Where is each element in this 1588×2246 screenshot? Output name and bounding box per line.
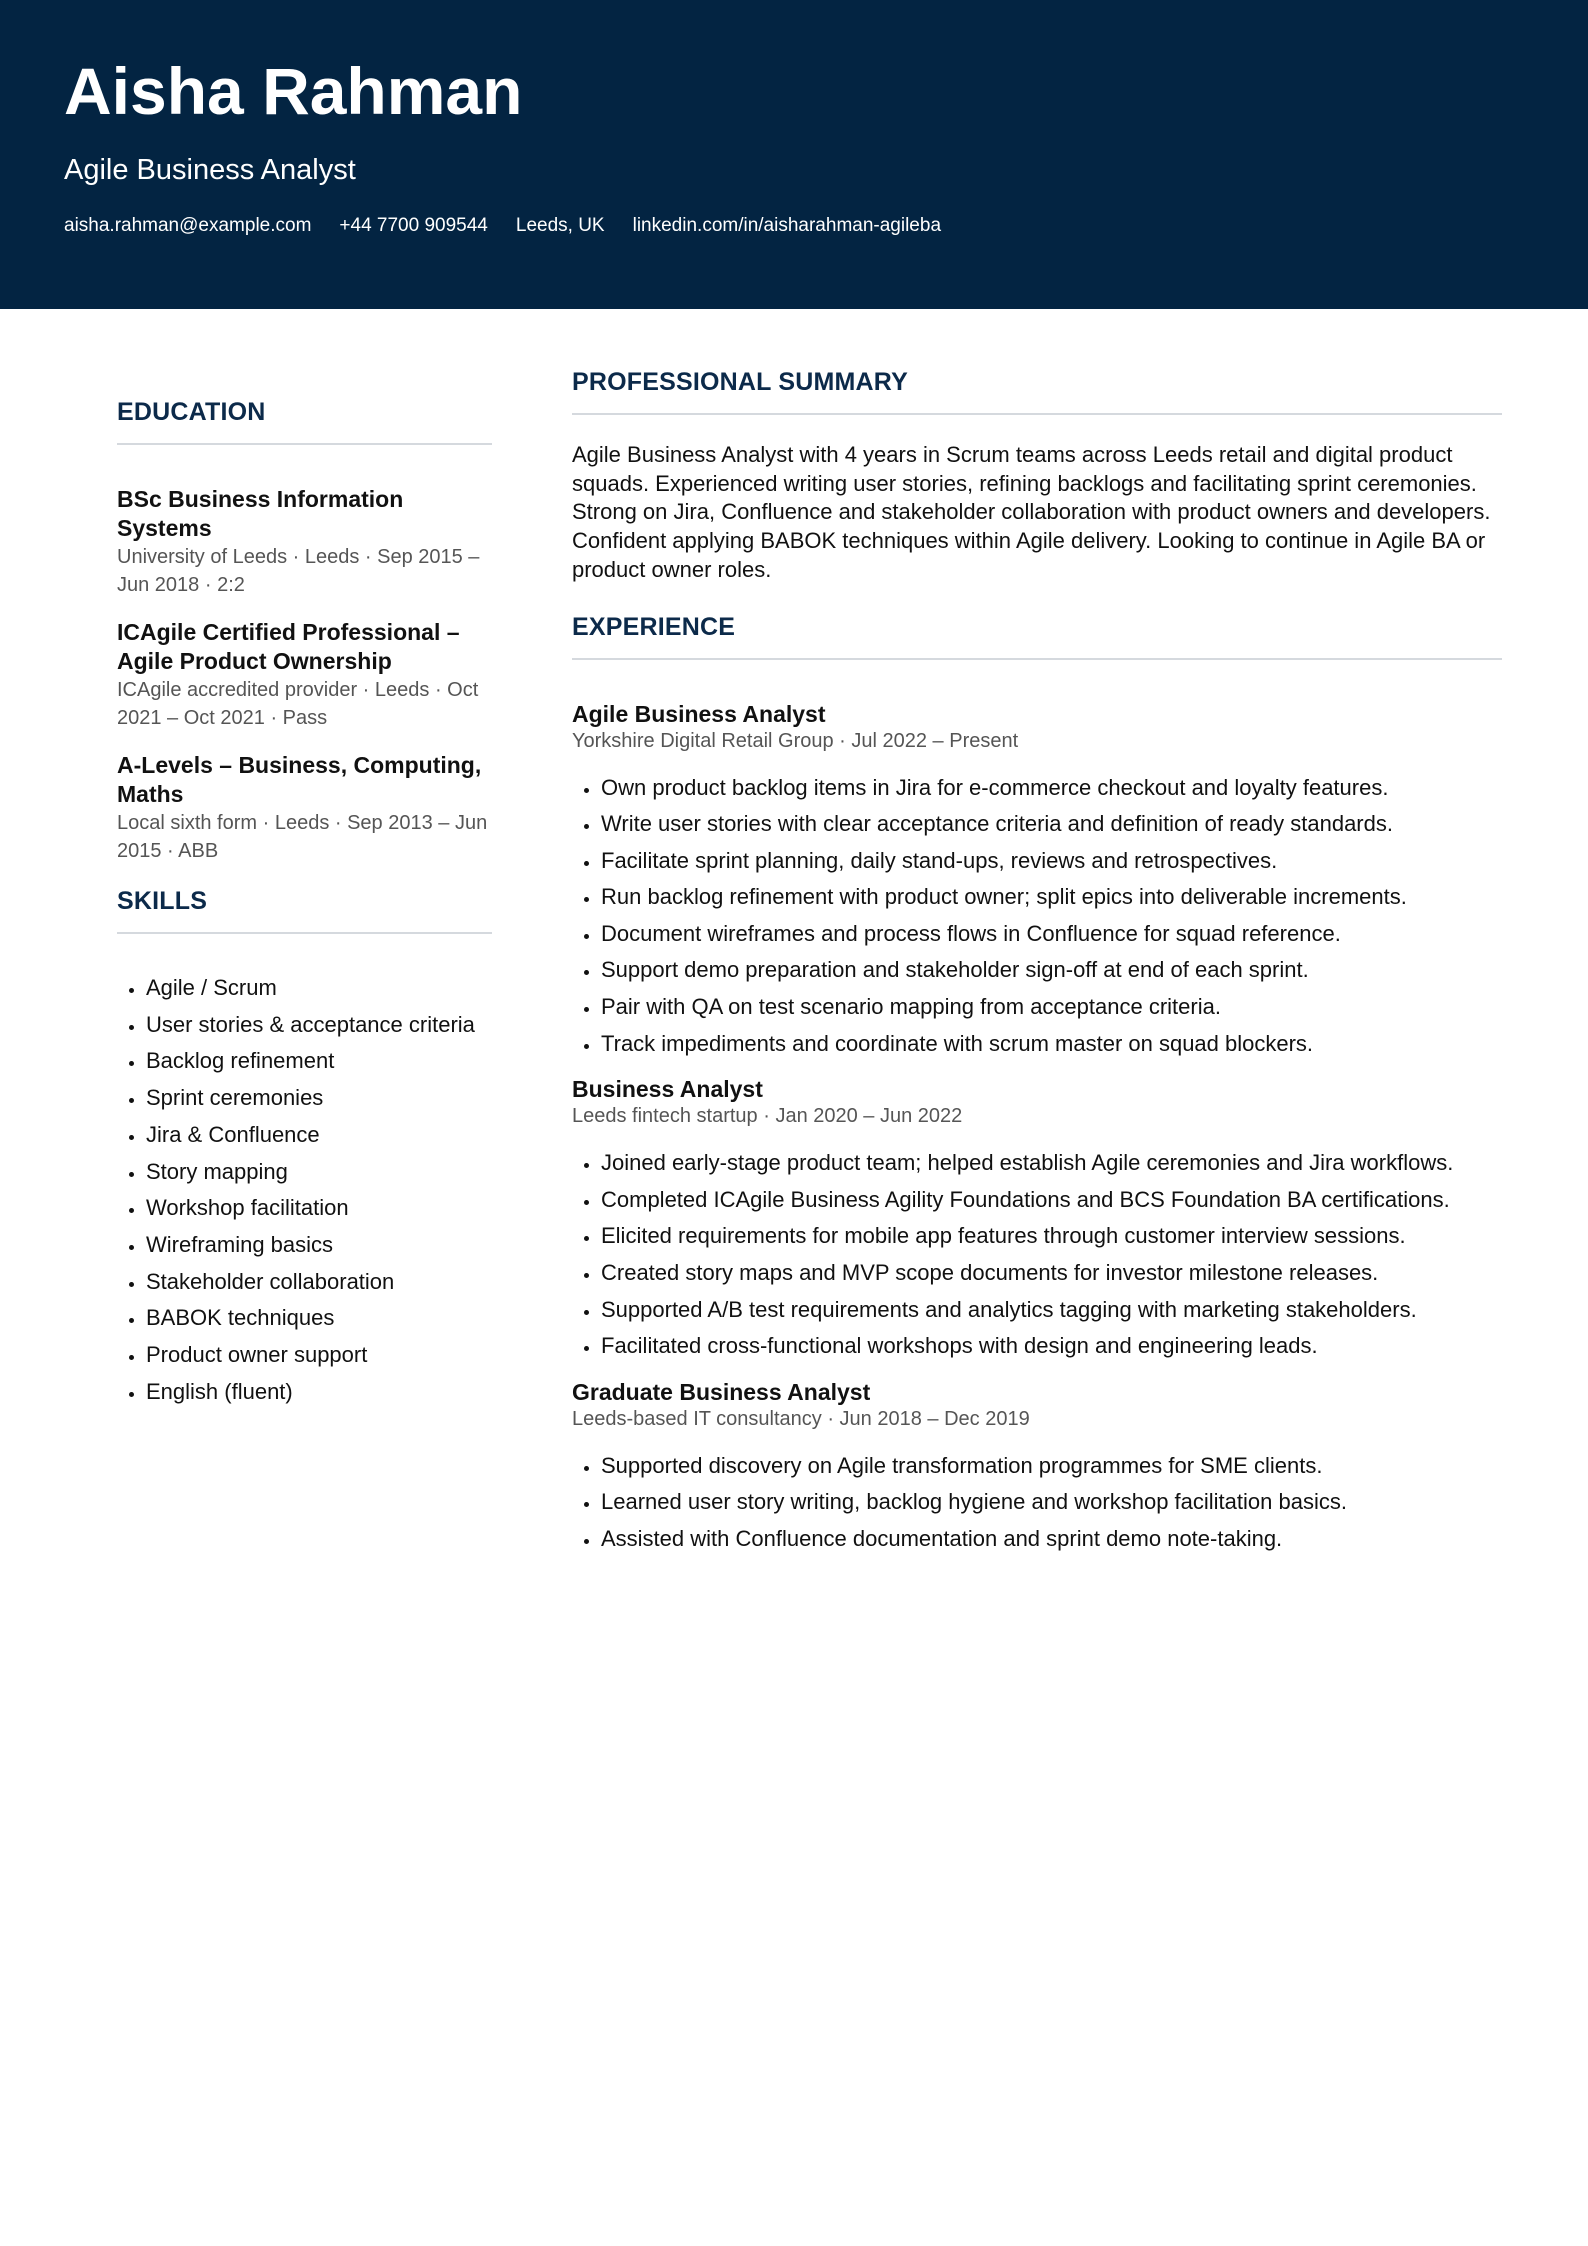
job-title: Graduate Business Analyst [572, 1378, 871, 1405]
skill-item: • Sprint ceremonies [146, 1080, 492, 1117]
contact-linkedin: linkedin.com/in/aisharahman-agileba [632, 215, 942, 236]
skill-item: • Stakeholder collaboration [146, 1264, 492, 1301]
education-list [117, 485, 492, 865]
job-title: Agile Business Analyst [572, 700, 826, 727]
skill-item: • Backlog refinement [146, 1043, 492, 1080]
education-meta: Local sixth form · Leeds · Sep 2013 – Jun 2015 · ABB [117, 812, 488, 862]
job-bullets [572, 1448, 1502, 1558]
skill-item: • Product owner support [146, 1337, 492, 1374]
education-meta: University of Leeds · Leeds · Sep 2015 – Jun 2018 · 2:2 [117, 546, 480, 596]
skill-item: • BABOK techniques [146, 1300, 492, 1337]
job-bullet: • Assisted with Confluence documentation and sprint demo note-taking. [601, 1521, 1502, 1558]
job-title: Business Analyst [572, 1076, 763, 1103]
education-degree: ICAgile Certified Professional – Agile Product Ownership [117, 619, 460, 674]
candidate-title: Agile Business Analyst [64, 154, 356, 186]
education-item [117, 485, 492, 599]
contact-phone: +44 7700 909544 [339, 215, 488, 236]
skills-heading: SKILLS [117, 887, 492, 934]
job-meta: Yorkshire Digital Retail Group · Jul 2022 – Present [572, 729, 1019, 752]
education-meta: ICAgile accredited provider · Leeds · Oct 2021 – Oct 2021 · Pass [117, 679, 479, 729]
skill-item: • Wireframing basics [146, 1227, 492, 1264]
skills-list [117, 970, 492, 1410]
skill-item: • Jira & Confluence [146, 1117, 492, 1154]
skill-item: • Story mapping [146, 1154, 492, 1191]
job-bullet: • Completed ICAgile Business Agility Foundations and BCS Foundation BA certifications. [601, 1182, 1502, 1219]
contact-email: aisha.rahman@example.com [64, 215, 312, 236]
education-heading: EDUCATION [117, 398, 492, 445]
job-meta: Leeds-based IT consultancy · Jun 2018 – Dec 2019 [572, 1407, 1030, 1430]
job-meta: Leeds fintech startup · Jan 2020 – Jun 2022 [572, 1105, 963, 1128]
job-entry [572, 1379, 1502, 1558]
experience-heading: EXPERIENCE [572, 613, 1502, 660]
job-entry [572, 701, 1502, 1063]
candidate-name: Aisha Rahman [64, 54, 523, 128]
education-item [117, 618, 492, 732]
experience-list [572, 701, 1502, 1558]
left-column [117, 398, 492, 1410]
education-degree: BSc Business Information Systems [117, 486, 404, 541]
job-bullet: • Own product backlog items in Jira for e-commerce checkout and loyalty features. [601, 770, 1502, 807]
job-bullet: • Learned user story writing, backlog hygiene and workshop facilitation basics. [601, 1484, 1502, 1521]
resume-header [0, 0, 1588, 309]
job-bullet: • Facilitate sprint planning, daily stand-ups, reviews and retrospectives. [601, 843, 1502, 880]
job-bullets [572, 770, 1502, 1063]
job-bullet: • Document wireframes and process flows in Confluence for squad reference. [601, 916, 1502, 953]
contact-row [64, 216, 941, 235]
job-bullet: • Facilitated cross-functional workshops with design and engineering leads. [601, 1328, 1502, 1365]
job-bullet: • Created story maps and MVP scope documents for investor milestone releases. [601, 1255, 1502, 1292]
job-entry [572, 1076, 1502, 1365]
skill-item: • User stories & acceptance criteria [146, 1007, 492, 1044]
summary-heading: PROFESSIONAL SUMMARY [572, 368, 1502, 415]
job-bullet: • Elicited requirements for mobile app features through customer interview sessions. [601, 1218, 1502, 1255]
skill-item: • Agile / Scrum [146, 970, 492, 1007]
job-bullets [572, 1145, 1502, 1365]
right-column [572, 368, 1502, 1572]
job-bullet: • Pair with QA on test scenario mapping from acceptance criteria. [601, 989, 1502, 1026]
job-bullet: • Joined early-stage product team; helped establish Agile ceremonies and Jira workflows. [601, 1145, 1502, 1182]
skill-item: • English (fluent) [146, 1374, 492, 1411]
job-bullet: • Supported A/B test requirements and analytics tagging with marketing stakeholders. [601, 1292, 1502, 1329]
education-item [117, 751, 492, 865]
skill-item: • Workshop facilitation [146, 1190, 492, 1227]
job-bullet: • Track impediments and coordinate with scrum master on squad blockers. [601, 1026, 1502, 1063]
job-bullet: • Support demo preparation and stakeholder sign-off at end of each sprint. [601, 952, 1502, 989]
education-degree: A-Levels – Business, Computing, Maths [117, 752, 482, 807]
summary-text: Agile Business Analyst with 4 years in Scrum teams across Leeds retail and digital product squads. Experienced writing user stories, refining backlogs and facilitating sprint ceremonies. Strong on Jira, Confluence and stakeholder collaboration with product owners and developers. Confident applying BABOK techniques within Agile delivery. Looking to continue in Agile BA or product owner roles. [572, 442, 1491, 582]
job-bullet: • Run backlog refinement with product owner; split epics into deliverable increments. [601, 879, 1502, 916]
job-bullet: • Supported discovery on Agile transformation programmes for SME clients. [601, 1448, 1502, 1485]
contact-location: Leeds, UK [515, 215, 605, 236]
job-bullet: • Write user stories with clear acceptance criteria and definition of ready standards. [601, 806, 1502, 843]
